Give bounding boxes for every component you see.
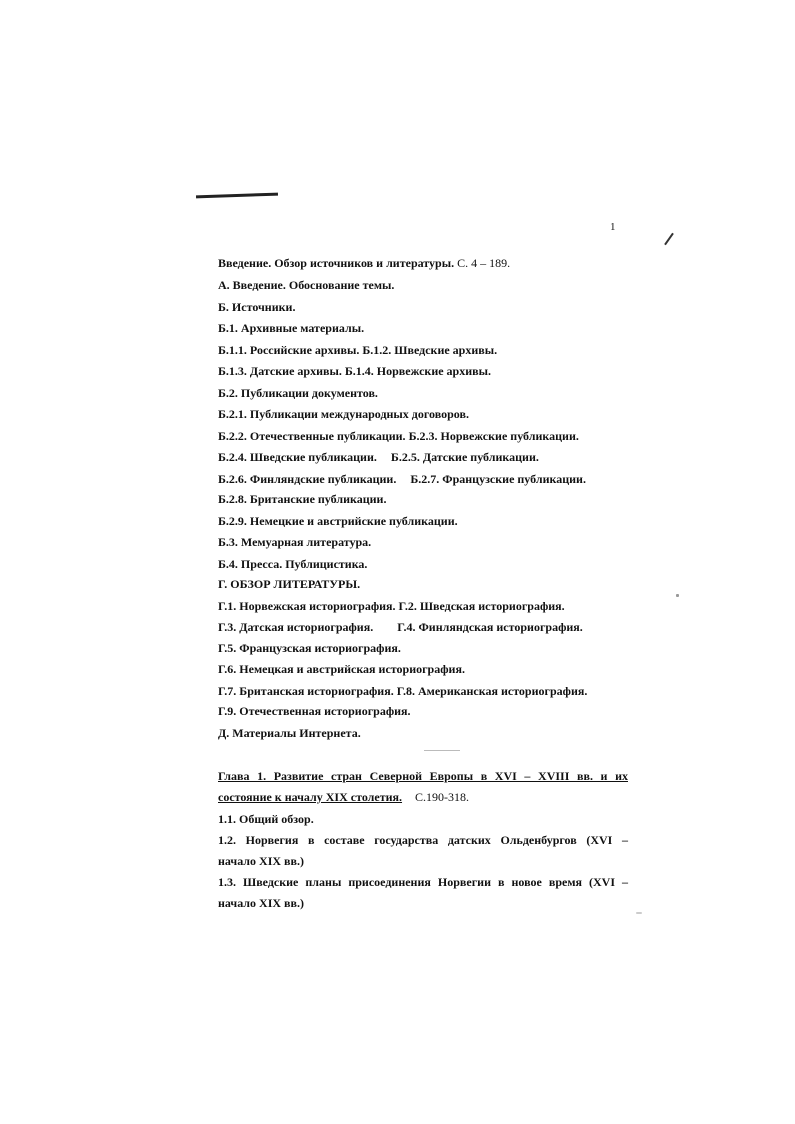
scan-artifact-mark [664, 233, 674, 246]
toc-entry: Г.4. Финляндская историография. [397, 620, 583, 634]
intro-pages: С. 4 – 189. [457, 256, 511, 270]
toc-entry: Б.2.6. Финляндские публикации. [218, 472, 397, 486]
toc-item: Г.5. Французская историография. [218, 641, 401, 655]
toc-item [218, 472, 628, 486]
toc-item [218, 429, 628, 443]
toc-intro [218, 256, 628, 270]
toc-item: Б.2.9. Немецкие и австрийские публикации. [218, 514, 458, 528]
toc-item [218, 343, 628, 357]
toc-entry: Б.1.2. Шведские архивы. [362, 343, 498, 357]
toc-item: Б.2.1. Публикации международных договоров. [218, 407, 469, 421]
toc-entry: Г.7. Британская историография. [218, 684, 394, 698]
toc-item [218, 364, 628, 378]
toc-item: Б. Источники. [218, 300, 296, 314]
toc-item: Б.3. Мемуарная литература. [218, 535, 372, 549]
toc-item: Г.9. Отечественная историография. [218, 704, 411, 718]
toc-entry: Б.1.1. Российские архивы. [218, 343, 360, 357]
toc-item: Б.1. Архивные материалы. [218, 321, 365, 335]
separator-line [424, 750, 460, 751]
toc-item [218, 684, 628, 698]
toc-item [218, 620, 628, 634]
toc-item: 1.2. Норвегия в составе государства датских Ольденбургов (XVI – [218, 833, 628, 847]
toc-entry: Г.1. Норвежская историография. [218, 599, 396, 613]
toc-item: Г.6. Немецкая и австрийская историография. [218, 662, 465, 676]
toc-entry: Г.3. Датская историография. [218, 620, 374, 634]
toc-item [218, 450, 628, 464]
toc-item: 1.3. Шведские планы присоединения Норвегии в новое время (XVI – [218, 875, 628, 889]
scan-artifact-mark [196, 193, 278, 199]
toc-item: Б.2.8. Британские публикации. [218, 492, 387, 506]
chapter-title-line1: Глава 1. Развитие стран Северной Европы в XVI – XVIII вв. и их [218, 769, 628, 783]
toc-item: А. Введение. Обоснование темы. [218, 278, 395, 292]
toc-item: Г. ОБЗОР ЛИТЕРАТУРЫ. [218, 577, 361, 591]
scan-speck [676, 594, 679, 597]
chapter-title-line2 [218, 790, 628, 804]
toc-item: начало XIX вв.) [218, 854, 304, 868]
chapter-title-end: состояние к началу XIX столетия. [218, 790, 403, 804]
toc-entry: Б.1.4. Норвежские архивы. [344, 364, 491, 378]
toc-entry: Б.2.2. Отечественные публикации. [218, 429, 406, 443]
toc-entry: Б.1.3. Датские архивы. [218, 364, 342, 378]
toc-entry: Б.2.7. Французские публикации. [410, 472, 586, 486]
toc-item: Б.2. Публикации документов. [218, 386, 378, 400]
toc-entry: Г.8. Американская историография. [396, 684, 588, 698]
toc-item [218, 599, 628, 613]
toc-entry: Б.2.4. Шведские публикации. [218, 450, 377, 464]
toc-entry: Б.2.5. Датские публикации. [390, 450, 539, 464]
toc-item: 1.1. Общий обзор. [218, 812, 314, 826]
page-number: 1 [610, 221, 616, 233]
toc-item: Б.4. Пресса. Публицистика. [218, 557, 368, 571]
intro-heading: Введение. Обзор источников и литературы. [218, 256, 455, 270]
toc-entry: Г.2. Шведская историография. [398, 599, 565, 613]
toc-item: начало XIX вв.) [218, 896, 304, 910]
scan-speck [636, 912, 642, 914]
chapter-pages: С.190-318. [415, 790, 470, 804]
toc-entry: Б.2.3. Норвежские публикации. [408, 429, 579, 443]
toc-item: Д. Материалы Интернета. [218, 726, 361, 740]
